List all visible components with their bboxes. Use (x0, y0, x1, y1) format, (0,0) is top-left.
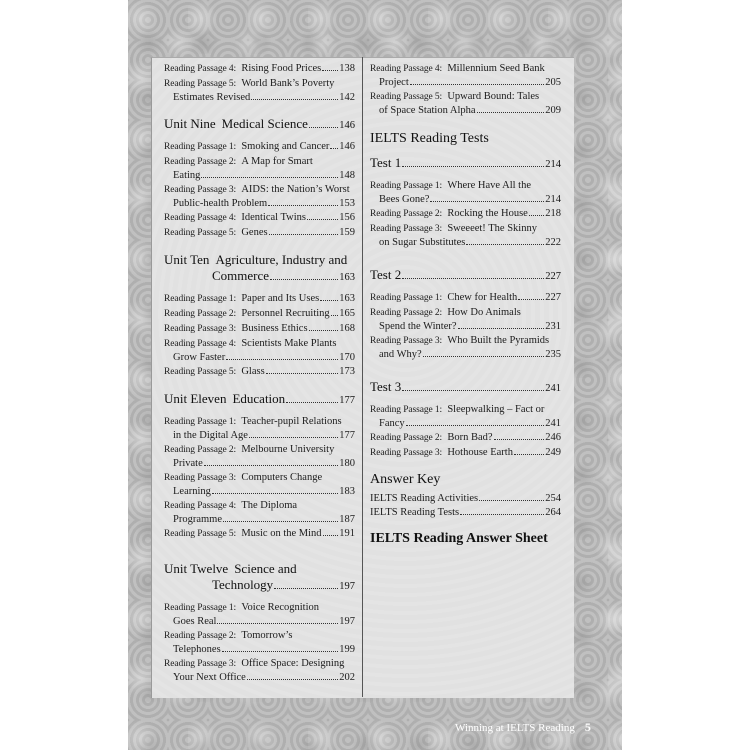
toc-entry: Reading Passage 2: Rocking the House 218 (370, 208, 561, 219)
toc-entry: Reading Passage 3: Business Ethics 168 (164, 323, 355, 334)
toc-entry: Reading Passage 2: A Map for Smart Eating 148 (164, 156, 355, 181)
toc-entry: Reading Passage 5: Glass 173 (164, 366, 355, 377)
tests-heading: IELTS Reading Tests (370, 131, 489, 146)
toc-entry: Reading Passage 1: Sleepwalking – Fact or Fancy 241 (370, 404, 561, 429)
page-footer (455, 720, 591, 735)
toc-entry: Reading Passage 1: Paper and Its Uses 163 (164, 293, 355, 304)
toc-entry: Reading Passage 3: Sweeeet! The Skinny on Sugar Substitutes 222 (370, 223, 561, 248)
toc-entry: Reading Passage 5: Genes 159 (164, 227, 355, 238)
toc-entry: Reading Passage 5: Upward Bound: Tales of Space Station Alpha 209 (370, 91, 561, 116)
toc-entry: Reading Passage 4: Millennium Seed Bank Project 205 (370, 63, 561, 88)
toc-entry: Reading Passage 2: Tomorrow’s Telephones 199 (164, 630, 355, 655)
toc-entry: Reading Passage 2: Personnel Recruiting 165 (164, 308, 355, 319)
toc-entry: Reading Passage 3: Hothouse Earth 249 (370, 447, 561, 458)
toc-entry: Reading Passage 4: Scientists Make Plants Grow Faster 170 (164, 338, 355, 363)
toc-entry: Reading Passage 1: Teacher-pupil Relations in the Digital Age 177 (164, 416, 355, 441)
contents-right-column (370, 62, 561, 555)
toc-entry: Reading Passage 4: The Diploma Programme 187 (164, 500, 355, 525)
answer-sheet-heading: IELTS Reading Answer Sheet (370, 531, 548, 546)
toc-entry: Reading Passage 4: Identical Twins 156 (164, 212, 355, 223)
contents-left-column (164, 62, 355, 685)
book-title: Winning at IELTS Reading (455, 721, 575, 734)
test-heading: Test 2 227 (370, 267, 561, 282)
unit-heading: Unit Nine Medical Science 146 (164, 116, 355, 131)
toc-entry: Reading Passage 5: World Bank’s Poverty Estimates Revised 142 (164, 78, 355, 103)
toc-entry: IELTS Reading Tests 264 (370, 507, 561, 518)
unit-heading: Unit Eleven Education 177 (164, 391, 355, 406)
toc-entry: Reading Passage 2: How Do Animals Spend the Winter? 231 (370, 307, 561, 332)
toc-entry: Reading Passage 2: Born Bad? 246 (370, 432, 561, 443)
toc-entry: Reading Passage 1: Smoking and Cancer 146 (164, 141, 355, 152)
toc-entry: Reading Passage 5: Music on the Mind 191 (164, 528, 355, 539)
toc-entry: Reading Passage 3: Office Space: Designing Your Next Office 202 (164, 658, 355, 683)
page-number: 5 (584, 720, 591, 734)
answer-key-heading: Answer Key (370, 472, 441, 487)
toc-entry: Reading Passage 2: Melbourne University Private 180 (164, 444, 355, 469)
toc-entry: Reading Passage 3: AIDS: the Nation’s Worst Public-health Problem 153 (164, 184, 355, 209)
column-divider (362, 57, 363, 697)
toc-entry: Reading Passage 1: Voice Recognition Goes Real 197 (164, 602, 355, 627)
toc-entry: Reading Passage 4: Rising Food Prices 138 (164, 63, 355, 74)
toc-entry: IELTS Reading Activities 254 (370, 493, 561, 504)
unit-heading: Unit Twelve Science and Technology 197 (164, 561, 355, 592)
toc-entry: Reading Passage 1: Chew for Health 227 (370, 292, 561, 303)
unit-heading: Unit Ten Agriculture, Industry and Commerce 163 (164, 252, 355, 283)
test-heading: Test 3 241 (370, 379, 561, 394)
toc-entry: Reading Passage 3: Computers Change Learning 183 (164, 472, 355, 497)
test-heading: Test 1 214 (370, 155, 561, 170)
toc-entry: Reading Passage 1: Where Have All the Bees Gone? 214 (370, 180, 561, 205)
toc-entry: Reading Passage 3: Who Built the Pyramids and Why? 235 (370, 335, 561, 360)
